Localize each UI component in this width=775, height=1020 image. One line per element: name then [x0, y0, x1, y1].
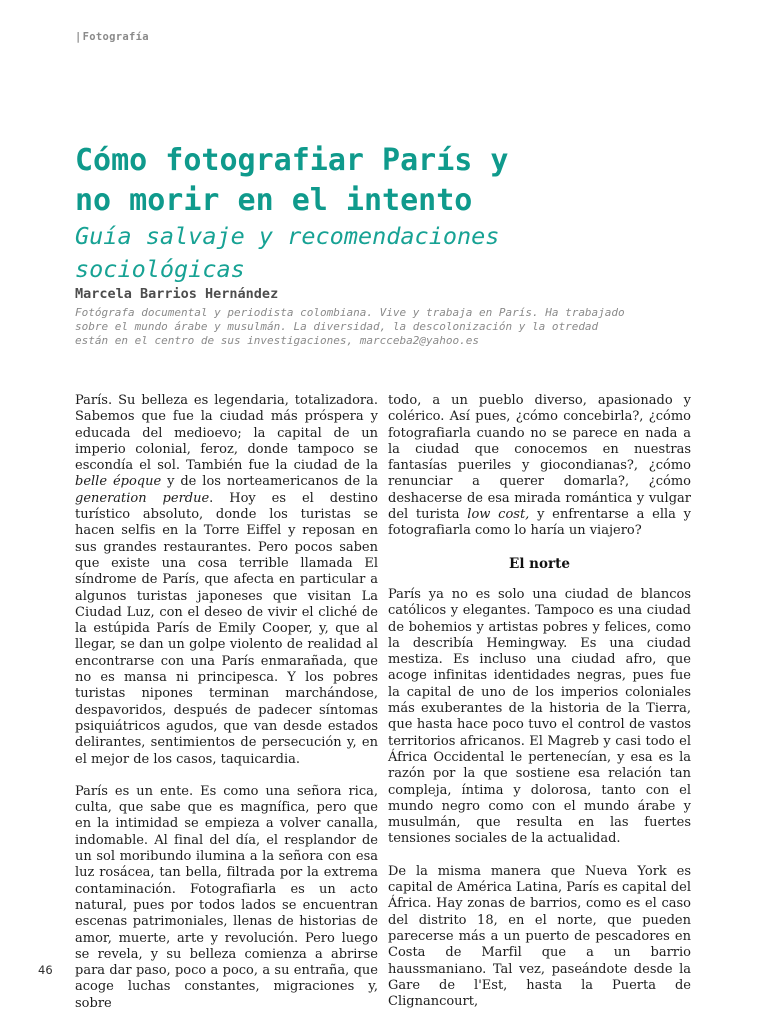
text-segment: París. Su belleza es legendaria, totalizadora. Sabemos que fue la ciudad más próspera y educada del medioevo; la capital de un imperio colonial, feroz, donde tampoco se escondía el sol. También fue la ciudad de la [75, 393, 378, 474]
text-segment: París es un ente. Es como una señora rica, culta, que sabe que es magnífica, pero que en la intimidad se empieza a volver canalla, indomable. Al final del día, el resplandor de un sol moribundo ilumina a la señora con esa luz rosácea, tan bella, filtrada por la extrema contaminación. Fotografiarla es un acto natural, pues por todos lados se encuentran escenas patrimoniales, llenas de historias de amor, muerte, arte y revolución. Pero luego se revela, y su belleza comienza a abrirse para dar paso, poco a poco, a su entraña, que acoge luchas constantes, migraciones y, sobre [75, 783, 378, 1011]
body-column-right [388, 393, 691, 1012]
article-body [75, 393, 690, 1012]
article-title-line1: Cómo fotografiar París y [75, 143, 509, 178]
author-bio: Fotógrafa documental y periodista colombiana. Vive y trabaja en París. Ha trabajado sobre el mundo árabe y musulmán. La diversidad, la descolonización y la otredad están en el centro de sus investigaciones, marcceba2@yahoo.es [75, 306, 625, 347]
kicker-bar: | [75, 31, 82, 43]
italic-text-segment: belle époque [75, 474, 162, 490]
body-paragraph [388, 864, 691, 1011]
body-column-left [75, 393, 378, 1012]
body-paragraph [388, 393, 691, 540]
article-title [75, 141, 508, 221]
article-subtitle-line1: Guía salvaje y recomendaciones [75, 222, 500, 250]
kicker-label: Fotografía [82, 31, 149, 43]
article-subtitle [75, 220, 499, 286]
text-segment: todo, a un pueblo diverso, apasionado y colérico. Así pues, ¿cómo concebirla?, ¿cómo fotografiarla cuando no se parece en nada a la ciudad que conocemos en nuestras fantasías pueriles y giocondianas?, ¿cómo renunciar a querer domarla?, ¿cómo deshacerse de esa mirada romántica y vulgar del turista [388, 393, 691, 523]
text-segment: De la misma manera que Nueva York es capital de América Latina, París es capital del África. Hay zonas de barrios, como es el caso del distrito 18, en el norte, que pueden parecerse más a un puerto de pescadores en Costa de Marfil que a un barrio haussmaniano. Tal vez, paseándote desde la Gare de l'Est, hasta la Puerta de Clignancourt, [388, 863, 691, 1010]
body-paragraph [388, 587, 691, 848]
page-number: 46 [38, 963, 53, 977]
body-paragraph [75, 784, 378, 1012]
body-paragraph [75, 393, 378, 768]
section-kicker [75, 31, 149, 43]
section-heading: El norte [509, 555, 570, 572]
text-segment: París ya no es solo una ciudad de blancos católicos y elegantes. Tampoco es una ciudad de bohemios y artistas pobres y felices, como la describía Hemingway. Es una ciudad mestiza. Es incluso una ciudad afro, que acoge infinitas identidades negras, pues fue la capital de uno de los imperios coloniales más exuberantes de la historia de la Tierra, que hasta hace poco tuvo el control de vastos territorios africanos. El Magreb y casi todo el África Occidental le pertenecían, y esa es la razón por la que sostiene esa relación tan compleja, íntima y dolorosa, tanto con el mundo negro como con el mundo árabe y musulmán, que resulta en las fuertes tensiones sociales de la actualidad. [388, 586, 691, 847]
text-segment: y de los norteamericanos de la [161, 474, 378, 490]
italic-text-segment: generation perdue [75, 490, 210, 506]
text-segment: y enfrentarse a ella y fotografiarla como lo haría un viajero? [388, 507, 691, 539]
author-name: Marcela Barrios Hernández [75, 286, 279, 302]
italic-text-segment: low cost, [467, 507, 530, 523]
text-segment: . Hoy es el destino turístico absoluto, donde los turistas se hacen selfis en la Torre Eiffel y reposan en sus grandes restaurantes. Pero pocos saben que existe una cosa terrible llamada El síndrome de París, que afecta en particular a algunos turistas japoneses que visitan La Ciudad Luz, con el deseo de vivir el cliché de la estúpida París de Emily Cooper, y, que al llegar, se dan un golpe violento de realidad al encontrarse con una París enmarañada, que no es mansa ni principesca. Y los pobres turistas nipones terminan marchándose, despavoridos, después de padecer síntomas psiquiátricos agudos, que van desde estados delirantes, sentimientos de persecución y, en el mejor de los casos, taquicardia. [75, 490, 378, 767]
article-subtitle-line2: sociológicas [75, 255, 245, 283]
article-title-line2: no morir en el intento [75, 183, 473, 218]
